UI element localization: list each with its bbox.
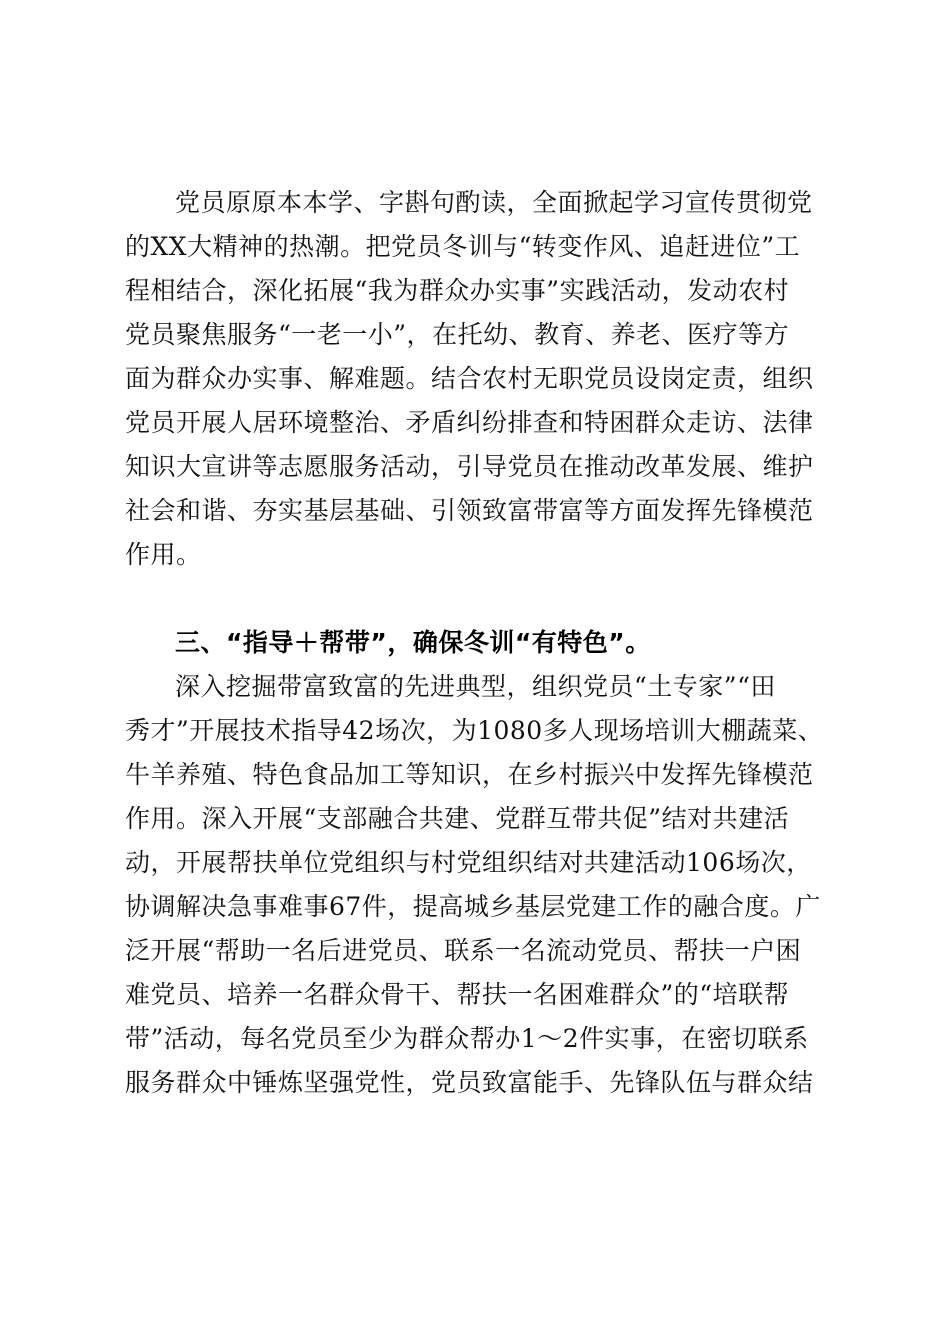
paragraph-1-line-1: 党员原原本本学、字斟句酌读，全面掀起学习宣传贯彻党 [175,188,813,217]
paragraph-1-line-6: 党员开展人居环境整治、矛盾纠纷排查和特困群众走访、法律 [125,408,814,437]
paragraph-1-line-4: 党员聚焦服务“一老一小”，在托幼、教育、养老、医疗等方 [125,320,790,349]
paragraph-1-line-9: 作用。 [125,540,202,569]
paragraph-2-line-6: 协调解决急事难事67件，提高城乡基层党建工作的融合度。广 [125,892,821,921]
paragraph-2-line-8: 难党员、培养一名群众骨干、帮扶一名困难群众”的“培联帮 [125,980,790,1009]
paragraph-2-line-10: 服务群众中锤炼坚强党性，党员致富能手、先锋队伍与群众结 [125,1068,814,1097]
paragraph-1-line-8: 社会和谐、夯实基层基础、引领致富带富等方面发挥先锋模范 [125,496,814,525]
paragraph-2-line-7: 泛开展“帮助一名后进党员、联系一名流动党员、帮扶一户困 [125,936,802,965]
paragraph-1-line-5: 面为群众办实事、解难题。结合农村无职党员设岗定责，组织 [125,364,814,393]
paragraph-1-line-3: 程相结合，深化拓展“我为群众办实事”实践活动，发动农村 [125,276,790,305]
paragraph-2-line-3: 牛羊养殖、特色食品加工等知识，在乡村振兴中发挥先锋模范 [125,760,814,789]
paragraph-2-line-1: 深入挖掘带富致富的先进典型，组织党员“土专家”“田 [175,672,776,701]
paragraph-1-line-2: 的XX大精神的热潮。把党员冬训与“转变作风、追赶进位”工 [125,232,801,261]
paragraph-1-line-7: 知识大宣讲等志愿服务活动，引导党员在推动改革发展、维护 [125,452,814,481]
paragraph-2-line-9: 带”活动，每名党员至少为群众帮办1～2件实事，在密切联系 [125,1024,809,1053]
section-heading: 三、“指导＋帮带”，确保冬训“有特色”。 [175,628,651,657]
paragraph-2-line-5: 动，开展帮扶单位党组织与村党组织结对共建活动106场次， [125,848,812,877]
paragraph-2-line-4: 作用。深入开展“支部融合共建、党群互带共促”结对共建活 [125,804,790,833]
paragraph-2-line-2: 秀才”开展技术指导42场次，为1080多人现场培训大棚蔬菜、 [125,716,824,745]
